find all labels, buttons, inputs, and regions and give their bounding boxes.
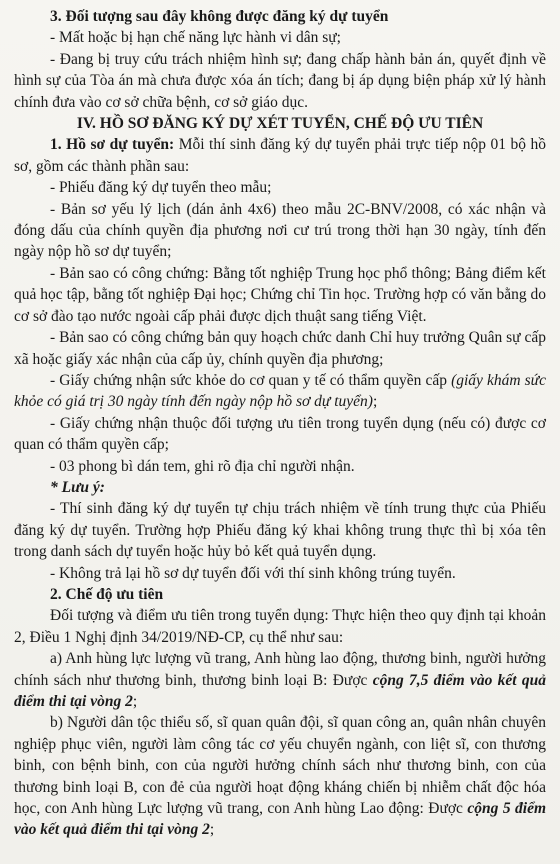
section-3-item-2: - Đang bị truy cứu trách nhiệm hình sự; đang chấp hành bản án, quyết định về hình sự của Tòa án mà chưa được xóa án tích; đang bị áp dụng biện pháp xử lý hành chính đưa vào cơ sở chữa bệnh, cơ sở giáo dục. — [14, 50, 546, 111]
ho-so-label: 1. Hồ sơ dự tuyển: — [50, 136, 175, 154]
ho-so-item-7: - 03 phong bì dán tem, ghi rõ địa chỉ người nhận. — [50, 457, 355, 475]
note-label: * Lưu ý: — [50, 478, 105, 496]
ho-so-item-2: - Bản sơ yếu lý lịch (dán ảnh 4x6) theo mẫu 2C-BNV/2008, có xác nhận và đóng dấu của chính quyền địa phương nơi cư trú trong thời hạn 30 ngày, tính đến ngày nộp hồ sơ dự tuyển; — [14, 200, 546, 261]
ho-so-text: Mỗi thí sinh đăng ký dự tuyển phải trực tiếp nộp 01 bộ hồ sơ, gồm các thành phần sau: — [14, 136, 546, 175]
uu-tien-item-b-text: b) Người dân tộc thiểu số, sĩ quan quân đội, sĩ quan công an, quân nhân chuyên nghiệp phục viên, người làm công tác cơ yếu chuyển ngành, con liệt sĩ, con thương binh, con bệnh binh, con của người hưởng chính sách như thương binh, con của thương binh loại B, con đẻ của người hoạt động kháng chiến bị nhiễm chất độc hóa học, con Anh hùng Lực lượng vũ trang, con Anh hùng Lao động: Được — [14, 714, 546, 818]
uu-tien-item-b-end: ; — [209, 821, 215, 839]
uu-tien-item-a-text: a) Anh hùng lực lượng vũ trang, Anh hùng lao động, thương binh, người hưởng chính sách như thương binh, thương binh loại B: Được — [14, 650, 546, 689]
ho-so-item-5-note: (giấy khám sức khỏe có giá trị 30 ngày tính đến ngày nộp hồ sơ dự tuyển) — [14, 371, 547, 411]
note-item-1: - Thí sinh đăng ký dự tuyển tự chịu trách nhiệm về tính trung thực của Phiếu đăng ký dự tuyển. Trường hợp Phiếu đăng ký khai không trung thực thì bị xóa tên trong danh sách dự tuyển hoặc hủy bỏ kết quả tuyển dụng. — [14, 500, 546, 561]
ho-so-item-6: - Giấy chứng nhận thuộc đối tượng ưu tiên trong tuyển dụng (nếu có) được cơ quan có thẩm quyền cấp; — [14, 414, 546, 454]
ho-so-item-3: - Bản sao có công chứng: Bằng tốt nghiệp Trung học phổ thông; Bảng điểm kết quả học tập, bằng tốt nghiệp Đại học; Chứng chỉ Tin học. Trường hợp có văn bằng do cơ sở đào tạo nước ngoài cấp phải được dịch thuật sang tiếng Việt. — [14, 264, 546, 325]
uu-tien-item-b — [14, 712, 546, 840]
uu-tien-title: 2. Chế độ ưu tiên — [50, 585, 164, 603]
uu-tien-item-a — [14, 648, 546, 712]
ho-so-item-5-end: ; — [372, 393, 378, 411]
uu-tien-intro: Đối tượng và điểm ưu tiên trong tuyển dụng: Thực hiện theo quy định tại khoản 2, Điều 1 Nghị định 34/2019/NĐ-CP, cụ thể như sau: — [14, 607, 546, 646]
uu-tien-item-a-end: ; — [132, 693, 138, 710]
ho-so-item-4: - Bản sao có công chứng bản quy hoạch chức danh Chỉ huy trưởng Quân sự cấp xã hoặc giấy xác nhận của cấp ủy, chính quyền địa phương; — [14, 329, 546, 368]
section-3-title: 3. Đối tượng sau đây không được đăng ký dự tuyển — [50, 8, 389, 25]
ho-so-item-1: - Phiếu đăng ký dự tuyển theo mẫu; — [50, 179, 272, 197]
ho-so-intro — [14, 134, 546, 177]
note-item-2: - Không trả lại hồ sơ dự tuyển đối với thí sinh không trúng tuyển. — [50, 564, 456, 582]
uu-tien-item-b-bonus: cộng 5 điểm vào kết quả điểm thi tại vòng 2 — [14, 800, 547, 839]
ho-so-item-5-text: - Giấy chứng nhận sức khỏe do cơ quan y tế có thẩm quyền cấp — [50, 371, 452, 389]
section-3-item-1: - Mất hoặc bị hạn chế năng lực hành vi dân sự; — [50, 29, 341, 47]
section-4-title: IV. HỒ SƠ ĐĂNG KÝ DỰ XÉT TUYỂN, CHẾ ĐỘ ƯU TIÊN — [76, 115, 484, 133]
uu-tien-item-a-bonus: cộng 7,5 điểm vào kết quả điểm thi tại vòng 2 — [14, 671, 546, 710]
ho-so-item-5 — [14, 370, 546, 413]
